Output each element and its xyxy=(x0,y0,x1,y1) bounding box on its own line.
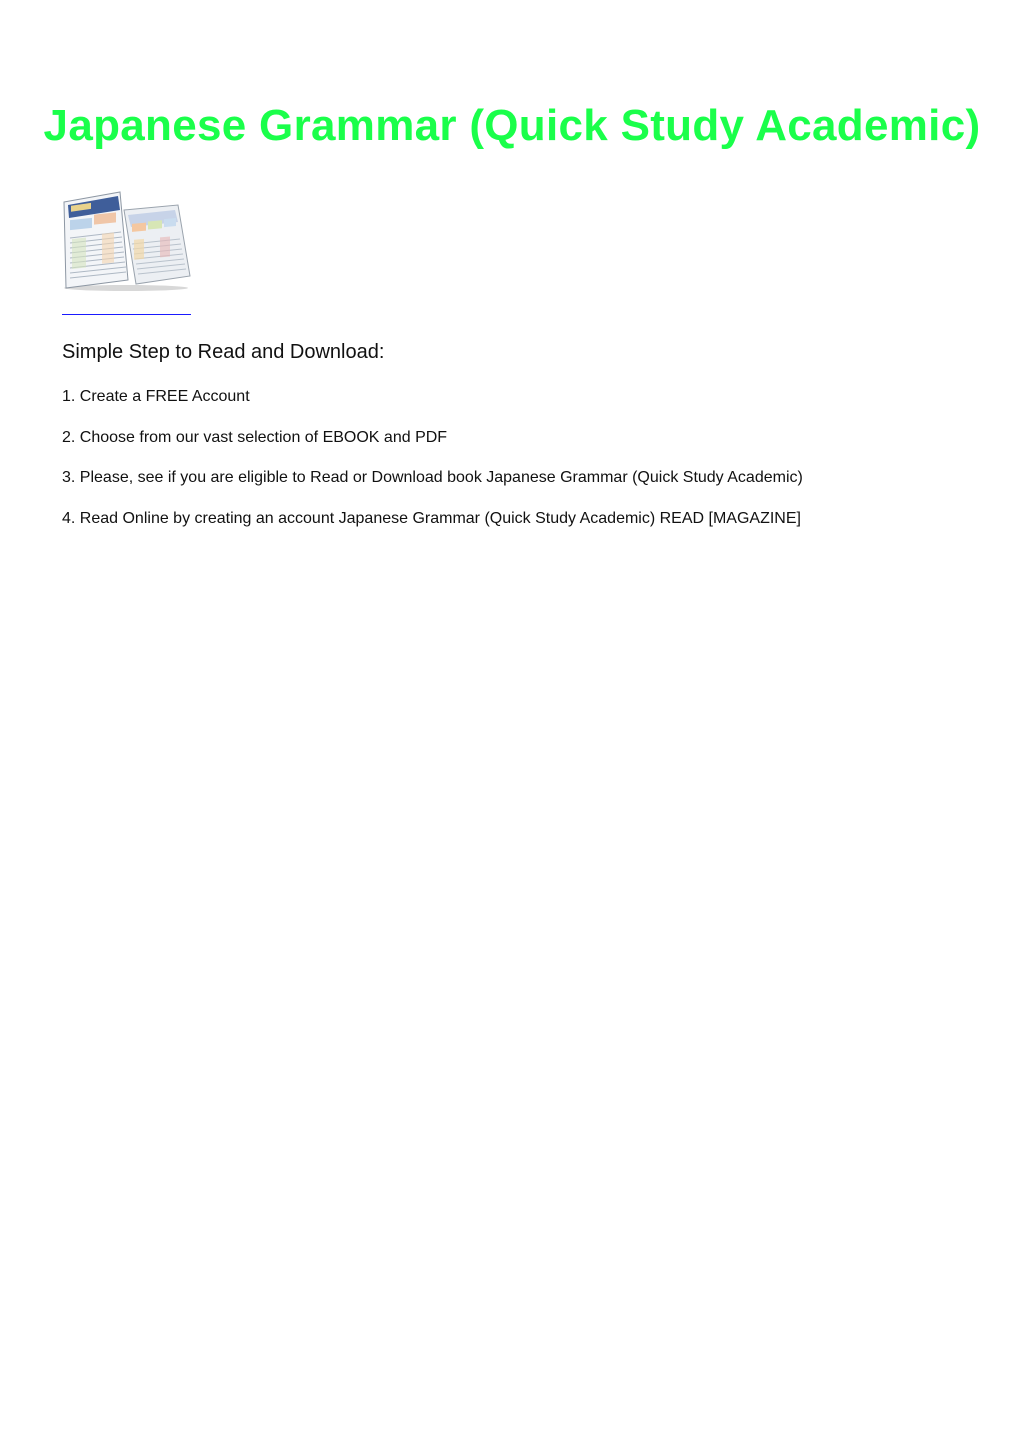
step-item: 3. Please, see if you are eligible to Read or Download book Japanese Grammar (Quick Study Academic) xyxy=(62,469,803,486)
steps-list xyxy=(62,387,803,549)
page-title: Japanese Grammar (Quick Study Academic) xyxy=(43,101,981,150)
download-intro: Simple Step to Read and Download: xyxy=(62,341,385,363)
step-item: 1. Create a FREE Account xyxy=(62,388,250,405)
book-cover-icon xyxy=(62,188,192,292)
step-item: 2. Choose from our vast selection of EBOOK and PDF xyxy=(62,428,448,446)
step-item: 4. Read Online by creating an account Japanese Grammar (Quick Study Academic) READ [MAGAZINE] xyxy=(62,509,801,527)
link-underline xyxy=(62,314,191,315)
book-cover-link[interactable] xyxy=(62,188,192,316)
